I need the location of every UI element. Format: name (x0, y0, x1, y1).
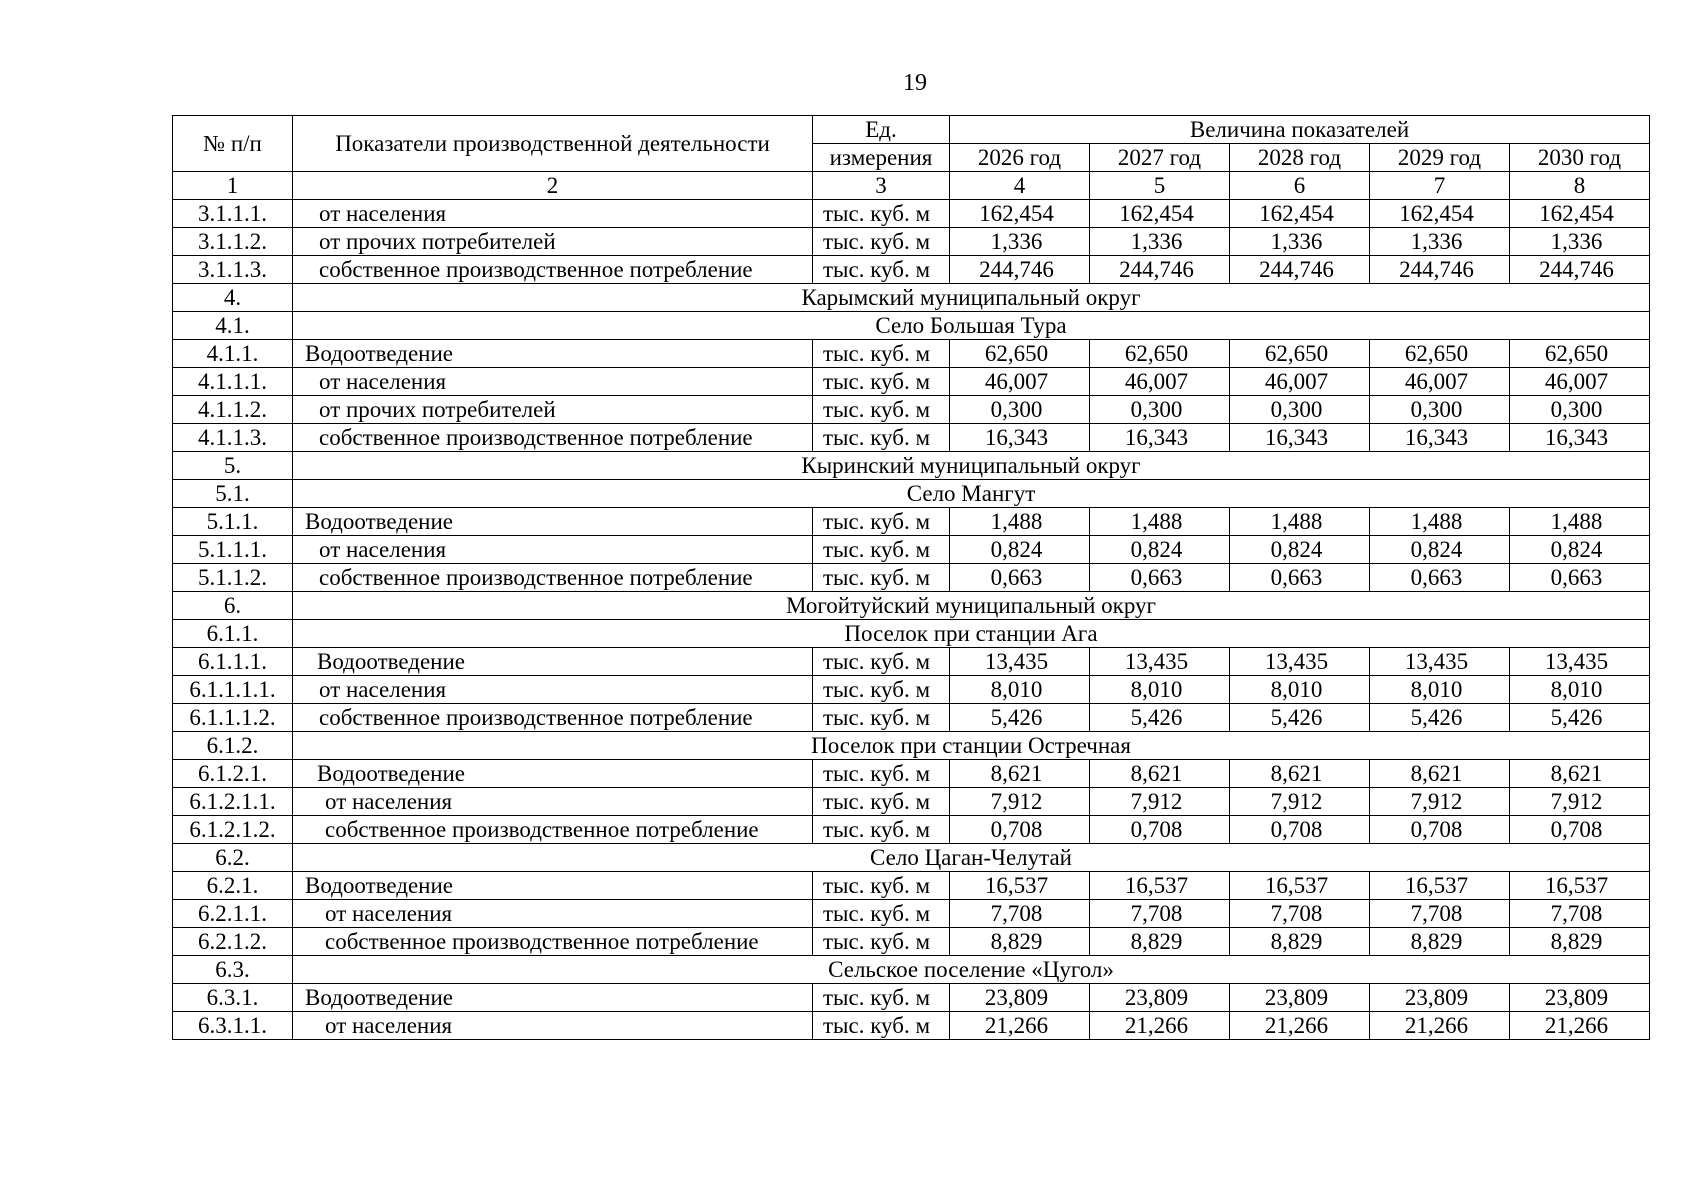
value-cell: 7,912 (1230, 788, 1370, 816)
indicator-name: собственное производственное потребление (293, 424, 813, 452)
row-number: 5.1. (173, 480, 293, 508)
value-cell: 62,650 (950, 340, 1090, 368)
column-number-row (173, 172, 1650, 200)
value-cell: 16,343 (1090, 424, 1230, 452)
value-cell: 16,537 (1090, 872, 1230, 900)
section-row (173, 732, 1650, 760)
header-unit-line2: измерения (813, 144, 950, 172)
value-cell: 7,708 (950, 900, 1090, 928)
value-cell: 1,336 (1370, 228, 1510, 256)
table-row (173, 396, 1650, 424)
col-number: 4 (950, 172, 1090, 200)
unit-cell: тыс. куб. м (813, 200, 950, 228)
row-number: 5. (173, 452, 293, 480)
value-cell: 21,266 (1230, 1012, 1370, 1040)
header-row-1 (173, 116, 1650, 144)
value-cell: 23,809 (1510, 984, 1650, 1012)
row-number: 6.3.1.1. (173, 1012, 293, 1040)
unit-cell: тыс. куб. м (813, 676, 950, 704)
value-cell: 16,537 (1230, 872, 1370, 900)
section-title: Село Большая Тура (293, 312, 1650, 340)
unit-cell: тыс. куб. м (813, 872, 950, 900)
value-cell: 46,007 (1370, 368, 1510, 396)
value-cell: 16,343 (1230, 424, 1370, 452)
row-number: 3.1.1.1. (173, 200, 293, 228)
value-cell: 0,824 (950, 536, 1090, 564)
indicator-name: собственное производственное потребление (293, 816, 813, 844)
table-row (173, 340, 1650, 368)
table-row (173, 1012, 1650, 1040)
table-row (173, 928, 1650, 956)
row-number: 6.1.1.1.1. (173, 676, 293, 704)
section-row (173, 480, 1650, 508)
value-cell: 8,829 (1090, 928, 1230, 956)
table-row (173, 228, 1650, 256)
value-cell: 1,336 (1510, 228, 1650, 256)
indicator-name: собственное производственное потребление (293, 704, 813, 732)
value-cell: 8,829 (1370, 928, 1510, 956)
indicators-table (172, 115, 1650, 1040)
row-number: 5.1.1.1. (173, 536, 293, 564)
value-cell: 7,912 (1090, 788, 1230, 816)
value-cell: 7,708 (1370, 900, 1510, 928)
table-row (173, 564, 1650, 592)
value-cell: 21,266 (1510, 1012, 1650, 1040)
value-cell: 8,010 (950, 676, 1090, 704)
section-row (173, 452, 1650, 480)
indicator-name: от населения (293, 900, 813, 928)
unit-cell: тыс. куб. м (813, 564, 950, 592)
table-row (173, 984, 1650, 1012)
value-cell: 46,007 (1510, 368, 1650, 396)
table-row (173, 368, 1650, 396)
value-cell: 5,426 (1510, 704, 1650, 732)
value-cell: 1,488 (1370, 508, 1510, 536)
col-number: 7 (1370, 172, 1510, 200)
unit-cell: тыс. куб. м (813, 648, 950, 676)
row-number: 4.1.1.3. (173, 424, 293, 452)
row-number: 3.1.1.3. (173, 256, 293, 284)
value-cell: 1,336 (1230, 228, 1370, 256)
value-cell: 8,621 (1230, 760, 1370, 788)
col-number: 3 (813, 172, 950, 200)
value-cell: 0,708 (1510, 816, 1650, 844)
indicator-name: Водоотведение (293, 984, 813, 1012)
row-number: 4.1.1.1. (173, 368, 293, 396)
unit-cell: тыс. куб. м (813, 228, 950, 256)
value-cell: 8,621 (1510, 760, 1650, 788)
value-cell: 8,829 (1510, 928, 1650, 956)
value-cell: 162,454 (1230, 200, 1370, 228)
value-cell: 162,454 (1510, 200, 1650, 228)
value-cell: 244,746 (950, 256, 1090, 284)
value-cell: 46,007 (1090, 368, 1230, 396)
row-number: 6.1.1. (173, 620, 293, 648)
row-number: 4.1.1.2. (173, 396, 293, 424)
section-title: Село Мангут (293, 480, 1650, 508)
indicator-name: собственное производственное потребление (293, 564, 813, 592)
value-cell: 7,912 (950, 788, 1090, 816)
value-cell: 13,435 (1230, 648, 1370, 676)
value-cell: 62,650 (1090, 340, 1230, 368)
col-number: 5 (1090, 172, 1230, 200)
section-title: Поселок при станции Ага (293, 620, 1650, 648)
row-number: 6.1.2. (173, 732, 293, 760)
section-row (173, 312, 1650, 340)
value-cell: 0,708 (1370, 816, 1510, 844)
value-cell: 62,650 (1510, 340, 1650, 368)
indicator-name: от населения (293, 368, 813, 396)
row-number: 6.2.1. (173, 872, 293, 900)
unit-cell: тыс. куб. м (813, 928, 950, 956)
header-year-2029: 2029 год (1370, 144, 1510, 172)
indicator-name: от прочих потребителей (293, 396, 813, 424)
value-cell: 7,708 (1510, 900, 1650, 928)
unit-cell: тыс. куб. м (813, 900, 950, 928)
unit-cell: тыс. куб. м (813, 256, 950, 284)
value-cell: 0,663 (1370, 564, 1510, 592)
section-title: Могойтуйский муниципальный округ (293, 592, 1650, 620)
value-cell: 7,708 (1090, 900, 1230, 928)
value-cell: 13,435 (950, 648, 1090, 676)
section-row (173, 592, 1650, 620)
section-row (173, 284, 1650, 312)
table-row (173, 508, 1650, 536)
header-year-2030: 2030 год (1510, 144, 1650, 172)
section-row (173, 956, 1650, 984)
value-cell: 1,336 (950, 228, 1090, 256)
value-cell: 0,824 (1370, 536, 1510, 564)
row-number: 6.1.1.1. (173, 648, 293, 676)
value-cell: 0,708 (1230, 816, 1370, 844)
table-row (173, 200, 1650, 228)
row-number: 5.1.1.2. (173, 564, 293, 592)
value-cell: 5,426 (1090, 704, 1230, 732)
unit-cell: тыс. куб. м (813, 1012, 950, 1040)
value-cell: 244,746 (1370, 256, 1510, 284)
value-cell: 0,663 (1230, 564, 1370, 592)
indicator-name: собственное производственное потребление (293, 256, 813, 284)
table-row (173, 872, 1650, 900)
value-cell: 23,809 (1370, 984, 1510, 1012)
value-cell: 5,426 (1370, 704, 1510, 732)
value-cell: 23,809 (1090, 984, 1230, 1012)
row-number: 6.2.1.2. (173, 928, 293, 956)
indicator-name: от населения (293, 200, 813, 228)
indicator-name: от населения (293, 536, 813, 564)
header-unit-line1: Ед. (813, 116, 950, 144)
value-cell: 162,454 (1370, 200, 1510, 228)
value-cell: 8,010 (1090, 676, 1230, 704)
section-title: Кыринский муниципальный округ (293, 452, 1650, 480)
value-cell: 16,537 (1370, 872, 1510, 900)
value-cell: 0,824 (1510, 536, 1650, 564)
value-cell: 162,454 (950, 200, 1090, 228)
value-cell: 8,621 (1090, 760, 1230, 788)
row-number: 6. (173, 592, 293, 620)
value-cell: 1,488 (1510, 508, 1650, 536)
value-cell: 0,300 (950, 396, 1090, 424)
table-row (173, 648, 1650, 676)
value-cell: 13,435 (1370, 648, 1510, 676)
table-row (173, 704, 1650, 732)
unit-cell: тыс. куб. м (813, 536, 950, 564)
row-number: 6.1.2.1.2. (173, 816, 293, 844)
col-number: 8 (1510, 172, 1650, 200)
table-body (173, 200, 1650, 1040)
value-cell: 8,621 (1370, 760, 1510, 788)
row-number: 6.2.1.1. (173, 900, 293, 928)
value-cell: 162,454 (1090, 200, 1230, 228)
row-number: 6.1.2.1. (173, 760, 293, 788)
value-cell: 1,488 (1230, 508, 1370, 536)
row-number: 5.1.1. (173, 508, 293, 536)
value-cell: 5,426 (1230, 704, 1370, 732)
unit-cell: тыс. куб. м (813, 424, 950, 452)
section-title: Карымский муниципальный округ (293, 284, 1650, 312)
unit-cell: тыс. куб. м (813, 704, 950, 732)
value-cell: 244,746 (1090, 256, 1230, 284)
col-number: 2 (293, 172, 813, 200)
row-number: 4.1. (173, 312, 293, 340)
indicator-name: Водоотведение (293, 872, 813, 900)
value-cell: 0,708 (950, 816, 1090, 844)
header-values-group: Величина показателей (950, 116, 1650, 144)
table-row (173, 424, 1650, 452)
unit-cell: тыс. куб. м (813, 760, 950, 788)
value-cell: 0,300 (1230, 396, 1370, 424)
value-cell: 0,824 (1230, 536, 1370, 564)
indicator-name: от населения (293, 1012, 813, 1040)
value-cell: 0,708 (1090, 816, 1230, 844)
row-number: 6.2. (173, 844, 293, 872)
value-cell: 0,300 (1510, 396, 1650, 424)
value-cell: 0,663 (1510, 564, 1650, 592)
value-cell: 8,829 (1230, 928, 1370, 956)
unit-cell: тыс. куб. м (813, 368, 950, 396)
value-cell: 16,537 (1510, 872, 1650, 900)
unit-cell: тыс. куб. м (813, 340, 950, 368)
indicator-name: Водоотведение (293, 760, 813, 788)
value-cell: 1,488 (1090, 508, 1230, 536)
unit-cell: тыс. куб. м (813, 508, 950, 536)
unit-cell: тыс. куб. м (813, 396, 950, 424)
section-row (173, 620, 1650, 648)
indicator-name: собственное производственное потребление (293, 928, 813, 956)
value-cell: 244,746 (1230, 256, 1370, 284)
row-number: 4.1.1. (173, 340, 293, 368)
table-row (173, 900, 1650, 928)
value-cell: 0,300 (1370, 396, 1510, 424)
value-cell: 5,426 (950, 704, 1090, 732)
value-cell: 8,621 (950, 760, 1090, 788)
row-number: 3.1.1.2. (173, 228, 293, 256)
row-number: 6.1.1.1.2. (173, 704, 293, 732)
value-cell: 21,266 (1370, 1012, 1510, 1040)
unit-cell: тыс. куб. м (813, 816, 950, 844)
row-number: 6.3.1. (173, 984, 293, 1012)
header-year-2026: 2026 год (950, 144, 1090, 172)
header-year-2028: 2028 год (1230, 144, 1370, 172)
value-cell: 0,663 (950, 564, 1090, 592)
header-num: № п/п (173, 116, 293, 172)
section-title: Поселок при станции Остречная (293, 732, 1650, 760)
page-number: 19 (903, 70, 927, 96)
indicator-name: от населения (293, 788, 813, 816)
col-number: 6 (1230, 172, 1370, 200)
value-cell: 7,912 (1510, 788, 1650, 816)
value-cell: 1,488 (950, 508, 1090, 536)
indicator-name: Водоотведение (293, 648, 813, 676)
value-cell: 244,746 (1510, 256, 1650, 284)
table-row (173, 676, 1650, 704)
value-cell: 13,435 (1510, 648, 1650, 676)
value-cell: 0,824 (1090, 536, 1230, 564)
table-row (173, 256, 1650, 284)
table-row (173, 788, 1650, 816)
value-cell: 8,010 (1510, 676, 1650, 704)
value-cell: 16,343 (1370, 424, 1510, 452)
unit-cell: тыс. куб. м (813, 984, 950, 1012)
section-title: Село Цаган-Челутай (293, 844, 1650, 872)
indicator-name: Водоотведение (293, 508, 813, 536)
section-row (173, 844, 1650, 872)
value-cell: 46,007 (950, 368, 1090, 396)
col-number: 1 (173, 172, 293, 200)
indicator-name: от населения (293, 676, 813, 704)
value-cell: 23,809 (1230, 984, 1370, 1012)
value-cell: 8,010 (1370, 676, 1510, 704)
table-row (173, 760, 1650, 788)
value-cell: 62,650 (1370, 340, 1510, 368)
value-cell: 16,343 (1510, 424, 1650, 452)
value-cell: 16,537 (950, 872, 1090, 900)
value-cell: 7,708 (1230, 900, 1370, 928)
row-number: 6.1.2.1.1. (173, 788, 293, 816)
row-number: 6.3. (173, 956, 293, 984)
value-cell: 0,663 (1090, 564, 1230, 592)
unit-cell: тыс. куб. м (813, 788, 950, 816)
value-cell: 0,300 (1090, 396, 1230, 424)
value-cell: 13,435 (1090, 648, 1230, 676)
header-name: Показатели производственной деятельности (293, 116, 813, 172)
table-row (173, 816, 1650, 844)
indicator-name: Водоотведение (293, 340, 813, 368)
value-cell: 7,912 (1370, 788, 1510, 816)
header-year-2027: 2027 год (1090, 144, 1230, 172)
value-cell: 21,266 (950, 1012, 1090, 1040)
value-cell: 21,266 (1090, 1012, 1230, 1040)
section-title: Сельское поселение «Цугол» (293, 956, 1650, 984)
value-cell: 8,010 (1230, 676, 1370, 704)
value-cell: 46,007 (1230, 368, 1370, 396)
value-cell: 62,650 (1230, 340, 1370, 368)
value-cell: 8,829 (950, 928, 1090, 956)
row-number: 4. (173, 284, 293, 312)
value-cell: 16,343 (950, 424, 1090, 452)
table-row (173, 536, 1650, 564)
indicator-name: от прочих потребителей (293, 228, 813, 256)
value-cell: 1,336 (1090, 228, 1230, 256)
value-cell: 23,809 (950, 984, 1090, 1012)
